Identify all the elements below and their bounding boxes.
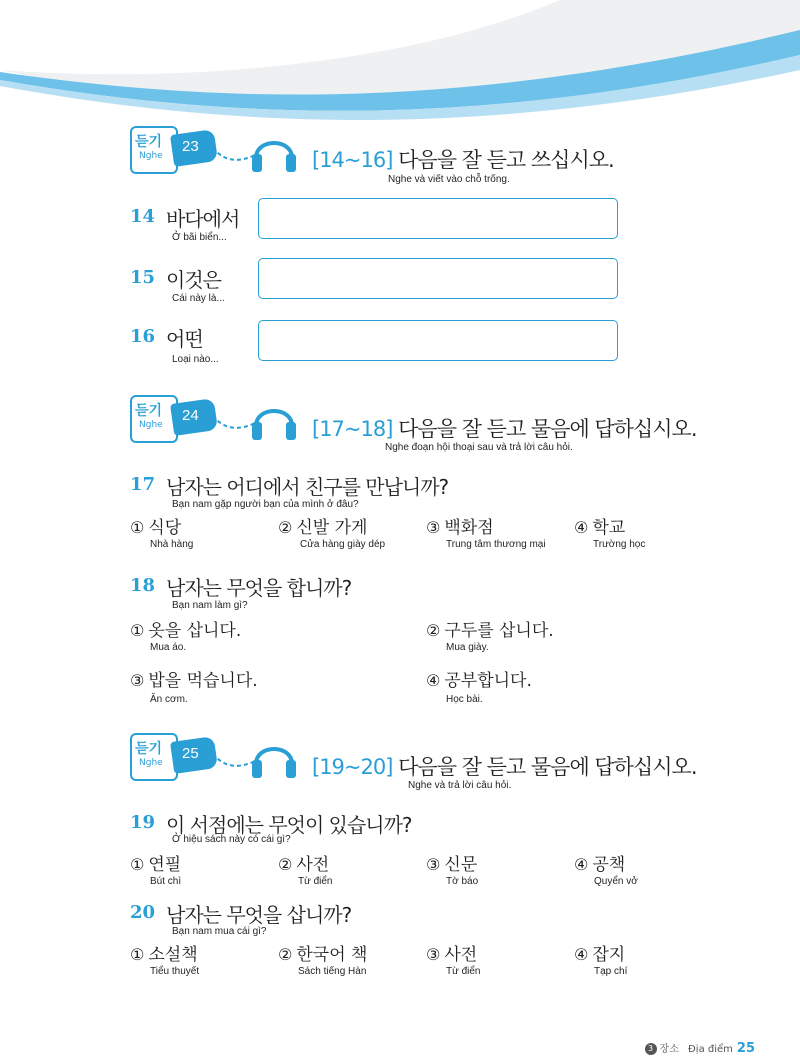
option-translation: Nhà hàng	[150, 539, 194, 550]
answer-box[interactable]	[258, 198, 618, 239]
question-number: 17	[130, 474, 156, 495]
listening-badge	[130, 395, 214, 445]
track-number: 25	[182, 745, 199, 762]
badge-sublabel: Nghe	[139, 758, 163, 768]
instruction-title: [19~20] 다음을 잘 듣고 물음에 답하십시오.	[312, 755, 697, 779]
badge-sublabel: Nghe	[139, 151, 163, 161]
option-translation: Trung tâm thương mại	[446, 539, 546, 550]
option[interactable]: ① 식당	[130, 518, 182, 538]
item-number: 15	[130, 267, 156, 288]
answer-box[interactable]	[258, 258, 618, 299]
item-translation: Loại nào...	[172, 354, 219, 365]
option-translation: Ăn cơm.	[150, 694, 188, 705]
badge-label: 듣기	[135, 134, 163, 150]
option[interactable]: ② 신발 가게	[278, 518, 368, 538]
track-number: 23	[182, 138, 199, 155]
question-number: 18	[130, 575, 156, 596]
item-prompt: 바다에서	[166, 207, 240, 231]
item-translation: Ở bãi biển...	[172, 232, 227, 243]
option-translation: Từ điển	[298, 876, 333, 887]
headphones-icon	[250, 736, 298, 780]
option-translation: Mua áo.	[150, 642, 187, 653]
question-translation: Bạn nam làm gì?	[172, 600, 248, 611]
option[interactable]: ④ 공책	[574, 855, 626, 875]
instruction-subtitle: Nghe và viết vào chỗ trống.	[388, 174, 510, 185]
header-wave	[0, 0, 800, 140]
option-translation: Học bài.	[446, 694, 483, 705]
question-text: 남자는 무엇을 삽니까?	[166, 903, 352, 927]
option[interactable]: ① 연필	[130, 855, 182, 875]
unit-number: 3	[645, 1043, 657, 1055]
option[interactable]: ② 구두를 삽니다.	[426, 621, 554, 641]
question-translation: Bạn nam mua cái gì?	[172, 926, 267, 937]
question-number: 20	[130, 902, 156, 923]
option[interactable]: ② 사전	[278, 855, 330, 875]
option-translation: Trường học	[593, 539, 646, 550]
item-number: 16	[130, 326, 156, 347]
badge-sublabel: Nghe	[139, 420, 163, 430]
listening-badge	[130, 126, 214, 176]
track-number: 24	[182, 407, 199, 424]
page-footer	[645, 1040, 755, 1056]
option-translation: Mua giày.	[446, 642, 489, 653]
option[interactable]: ① 소설책	[130, 945, 198, 965]
instruction-title: [14~16] 다음을 잘 듣고 쓰십시오.	[312, 148, 614, 172]
item-translation: Cái này là...	[172, 293, 225, 304]
option-translation: Quyển vở	[594, 876, 638, 887]
question-text: 이 서점에는 무엇이 있습니까?	[166, 813, 412, 837]
item-prompt: 어떤	[166, 327, 203, 351]
answer-box[interactable]	[258, 320, 618, 361]
option-translation: Tạp chí	[594, 966, 628, 977]
instruction-title: [17~18] 다음을 잘 듣고 물음에 답하십시오.	[312, 417, 697, 441]
listening-badge	[130, 733, 214, 783]
option[interactable]: ④ 공부합니다.	[426, 671, 532, 691]
question-text: 남자는 어디에서 친구를 만납니까?	[166, 475, 449, 499]
instruction-subtitle: Nghe đoạn hội thoại sau và trả lời câu hỏi.	[385, 442, 573, 453]
item-prompt: 이것은	[166, 268, 221, 292]
headphones-icon	[250, 398, 298, 442]
badge-label: 듣기	[135, 741, 163, 757]
unit-title-vi: Địa điểm	[688, 1044, 733, 1055]
instruction-subtitle: Nghe và trả lời câu hỏi.	[408, 780, 512, 791]
question-translation: Ở hiệu sách này có cái gì?	[172, 834, 291, 845]
option[interactable]: ③ 백화점	[426, 518, 494, 538]
headphones-icon	[250, 130, 298, 174]
page-number: 25	[736, 1041, 755, 1056]
option-translation: Từ điển	[446, 966, 481, 977]
question-text: 남자는 무엇을 합니까?	[166, 576, 352, 600]
option[interactable]: ② 한국어 책	[278, 945, 368, 965]
option-translation: Cửa hàng giày dép	[300, 539, 386, 550]
item-number: 14	[130, 206, 156, 227]
option[interactable]: ① 옷을 삽니다.	[130, 621, 242, 641]
option[interactable]: ③ 사전	[426, 945, 478, 965]
question-translation: Bạn nam gặp người bạn của mình ở đâu?	[172, 499, 359, 510]
option[interactable]: ④ 학교	[574, 518, 626, 538]
option-translation: Bút chì	[150, 876, 182, 887]
option[interactable]: ④ 잡지	[574, 945, 626, 965]
option-translation: Tiểu thuyết	[150, 966, 200, 977]
option-translation: Tờ báo	[446, 876, 479, 887]
option[interactable]: ③ 신문	[426, 855, 478, 875]
question-number: 19	[130, 812, 156, 833]
unit-title-ko: 장소	[659, 1044, 679, 1055]
option[interactable]: ③ 밥을 먹습니다.	[130, 671, 258, 691]
badge-label: 듣기	[135, 403, 163, 419]
option-translation: Sách tiếng Hàn	[298, 966, 367, 977]
